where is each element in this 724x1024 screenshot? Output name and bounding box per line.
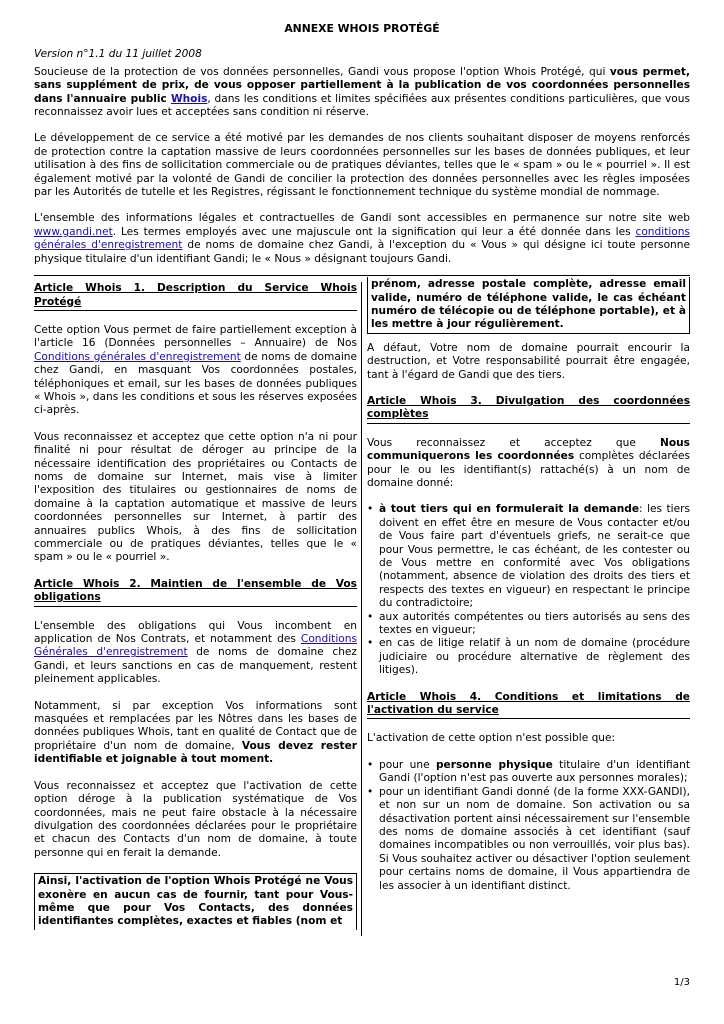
column-divider <box>361 282 362 936</box>
page-number: 1/3 <box>673 977 690 988</box>
conditions-generales-link-3[interactable]: Conditions Générales d'enregistrement <box>34 633 357 659</box>
list-item <box>367 611 690 638</box>
art2-p2-text: Notamment, si par exception Vos informations sont masquées et remplacées par les Nôtres dans les bases de données publiques Whois, tant en qualité de Contact que de propriétaire d'un nom de domaine, <box>34 699 357 752</box>
article-1-title: Article Whois 1. Description du Service Whois Protégé <box>34 282 357 311</box>
section-divider <box>34 275 690 276</box>
intro-paragraph-2: Le développement de ce service a été motivé par les demandes de nos clients souhaitant disposer de moyens renforcés de protection contre la captation massive de leurs coordonnées personnelles sur les bases de données publiques, et leur utilisation à des fins de sollicitation commerciale ou de pratiques déviantes, telles que le « spam » ou le « pourriel ». Il est également motivé par la volonté de Gandi de concilier la protection des données personnelles avec les règles imposées par les Autorités de tutelle et les Registres, régissant le fonctionnement technique du système mondial de nommage. <box>34 132 690 199</box>
article-3-title: Article Whois 3. Divulgation des coordonnées complètes <box>367 395 690 424</box>
list-item <box>367 503 690 610</box>
bullet-icon: • <box>367 610 374 623</box>
obligation-notice-box-end: prénom, adresse postale complète, adresse email valide, numéro de téléphone valide, le cas échéant numéro de télécopie ou de téléphone portable), et à les mettre à jour régulièrement. <box>367 277 690 334</box>
article-2-paragraph-1 <box>34 620 357 687</box>
article-4-paragraph-1: L'activation de cette option n'est possible que: <box>367 732 616 745</box>
left-column <box>34 282 357 936</box>
art2-p2-bold: Vous devez rester identifiable et joignable à tout moment. <box>34 739 357 766</box>
intro-p3-text-end: de noms de domaine chez Gandi, à l'exception du « Vous » qui désigne ici toute personne physique titulaire d'un identifiant Gandi; le « Nous » désignant toujours Gandi. <box>34 239 690 265</box>
list-item-text: pour une <box>379 758 436 771</box>
gandi-site-link[interactable]: www.gandi.net <box>34 225 113 238</box>
version-line: Version n°1.1 du 11 juillet 2008 <box>34 48 202 61</box>
right-column <box>367 278 690 936</box>
default-consequence-paragraph: A défaut, Votre nom de domaine pourrait encourir la destruction, et Votre responsabilité pourrait être engagée, tant à l'égard de Gandi que des tiers. <box>367 341 690 381</box>
art2-p1-text-end: de noms de domaine chez Gandi, et leurs sanctions en cas de manquement, restent pleinement applicables. <box>34 646 357 686</box>
intro-p3-text-mid: . Les termes employés avec une majuscule ont la signification qui leur a été donnée dans les <box>112 225 636 238</box>
art2-p1-text: L'ensemble des obligations qui Vous incombent en application de Nos Contrats, et notamment des <box>34 619 357 646</box>
intro-paragraph-3 <box>34 212 690 266</box>
bullet-icon: • <box>367 637 374 650</box>
bullet-icon: • <box>367 758 374 771</box>
list-item-bold: personne physique <box>435 758 553 771</box>
list-item <box>367 786 690 893</box>
intro-p1-text: Soucieuse de la protection de vos données personnelles, Gandi vous propose l'option Whois Protégé, qui <box>34 65 610 78</box>
art3-p1-text-end: complètes déclarées pour le ou les identifiant(s) rattaché(s) à un nom de domaine donné: <box>367 450 690 489</box>
bullet-icon: • <box>367 785 374 798</box>
article-2-title: Article Whois 2. Maintien de l'ensemble de Vos obligations <box>34 578 357 607</box>
article-4-list <box>367 759 690 893</box>
article-2-paragraph-3: Vous reconnaissez et acceptez que l'activation de cette option déroge à la publication systématique de Vos coordonnées, mais ne peut faire obstacle à la nécessaire divulgation des coordonnées déclarées pour le propriétaire et chacun des Contacts d'un nom de domaine, à toute personne qui en ferait la demande. <box>34 779 357 859</box>
article-3-list <box>367 503 690 677</box>
art1-p1-text: Cette option Vous permet de faire partiellement exception à l'article 16 (Données personnelles – Annuaire) de Nos <box>34 323 357 350</box>
intro-p3-text: L'ensemble des informations légales et contractuelles de Gandi sont accessibles en permanence sur notre site web <box>34 212 690 225</box>
conditions-generales-link[interactable]: conditions générales d'enregistrement <box>34 225 690 252</box>
article-1-paragraph-2: Vous reconnaissez et acceptez que cette option n'a ni pour finalité ni pour résultat de déroger au principe de la nécessaire identification des propriétaires ou Contacts de noms de domaine sur Internet, mais vise à limiter l'exposition des titulaires ou gestionnaires de noms de domaine à la captation automatique et massive de leurs coordonnées personnelles sur Internet, à partir des annuaires publics Whois, à des fins de sollicitation commerciale ou de pratiques déviantes, telles que le « spam » ou le « pourriel ». <box>34 430 357 564</box>
list-item-text: aux autorités compétentes ou tiers autorisés au sens des textes en vigueur; <box>379 610 690 637</box>
list-item-bold: à tout tiers qui en formulerait la demande <box>379 503 640 516</box>
article-4-title: Article Whois 4. Conditions et limitations de l'activation du service <box>367 691 690 720</box>
obligation-notice-box-start: Ainsi, l'activation de l'option Whois Protégé ne Vous exonère en aucun cas de fournir, tant pour Vous-même que pour Vos Contacts, des données identifiantes complètes, exactes et fiables (nom et <box>34 873 357 930</box>
conditions-generales-link-2[interactable]: Conditions générales d'enregistrement <box>34 350 241 363</box>
intro-section <box>34 66 690 266</box>
art3-p1-bold: Nous communiquerons les coordonnées <box>367 436 690 463</box>
art1-p1-text-end: de noms de domaine chez Gandi, en masquant Vos coordonnées postales, téléphoniques et email, sur les bases de données publiques « Whois », dans les conditions et sous les réserves exposées ci-après. <box>34 350 357 417</box>
whois-link[interactable]: Whois <box>170 92 208 105</box>
list-item-text: : les tiers doivent en effet être en mesure de Vous contacter et/ou de Vous faire part d'éventuels griefs, ne serait-ce que pour Vous permettre, le cas échéant, de les contester ou de Vous mettre en conformité avec Vos obligations (notamment, absence de violation des droits des tiers et respects des textes en vigueur) en respectant le principe du contradictoire; <box>379 503 690 610</box>
list-item <box>367 637 690 677</box>
article-3-paragraph-1 <box>367 437 690 491</box>
intro-paragraph-1 <box>34 66 690 120</box>
article-2-paragraph-2 <box>34 700 357 767</box>
art3-p1-text: Vous reconnaissez et acceptez que <box>367 436 660 449</box>
page-title: ANNEXE WHOIS PROTÉGÉ <box>284 22 440 35</box>
bullet-icon: • <box>367 503 374 516</box>
document-page <box>34 22 690 936</box>
intro-p1-text-end: , dans les conditions et limites spécifiées aux présentes conditions particulières, que vous reconnaissez avoir lues et acceptées sans condition ni réserve. <box>34 92 691 119</box>
intro-p1-bold: vous permet, sans supplément de prix, de vous opposer partiellement à la publication de vos coordonnées personnelles dans l'annuaire public <box>34 65 690 105</box>
list-item-text: pour un identifiant Gandi donné (de la forme XXX-GANDI), et non sur un nom de domaine. Son activation ou sa désactivation portent ainsi nécessairement sur l'ensemble des noms de domaine associés à cet identifiant (sauf domaines incompatibles ou non verrouillés, voir plus bas). Si Vous souhaitez activer ou désactiver l'option seulement pour certains noms de domaine, il Vous appartiendra de les associer à un identifiant distinct. <box>379 785 690 892</box>
list-item <box>367 759 690 786</box>
article-1-paragraph-1 <box>34 324 357 418</box>
two-column-body <box>34 278 690 936</box>
list-item-text: en cas de litige relatif à un nom de domaine (procédure judiciaire ou procédure alternative de règlement des litiges). <box>379 637 690 677</box>
list-item-text-end: titulaire d'un identifiant Gandi (l'option n'est pas ouverte aux personnes morales); <box>379 758 690 785</box>
